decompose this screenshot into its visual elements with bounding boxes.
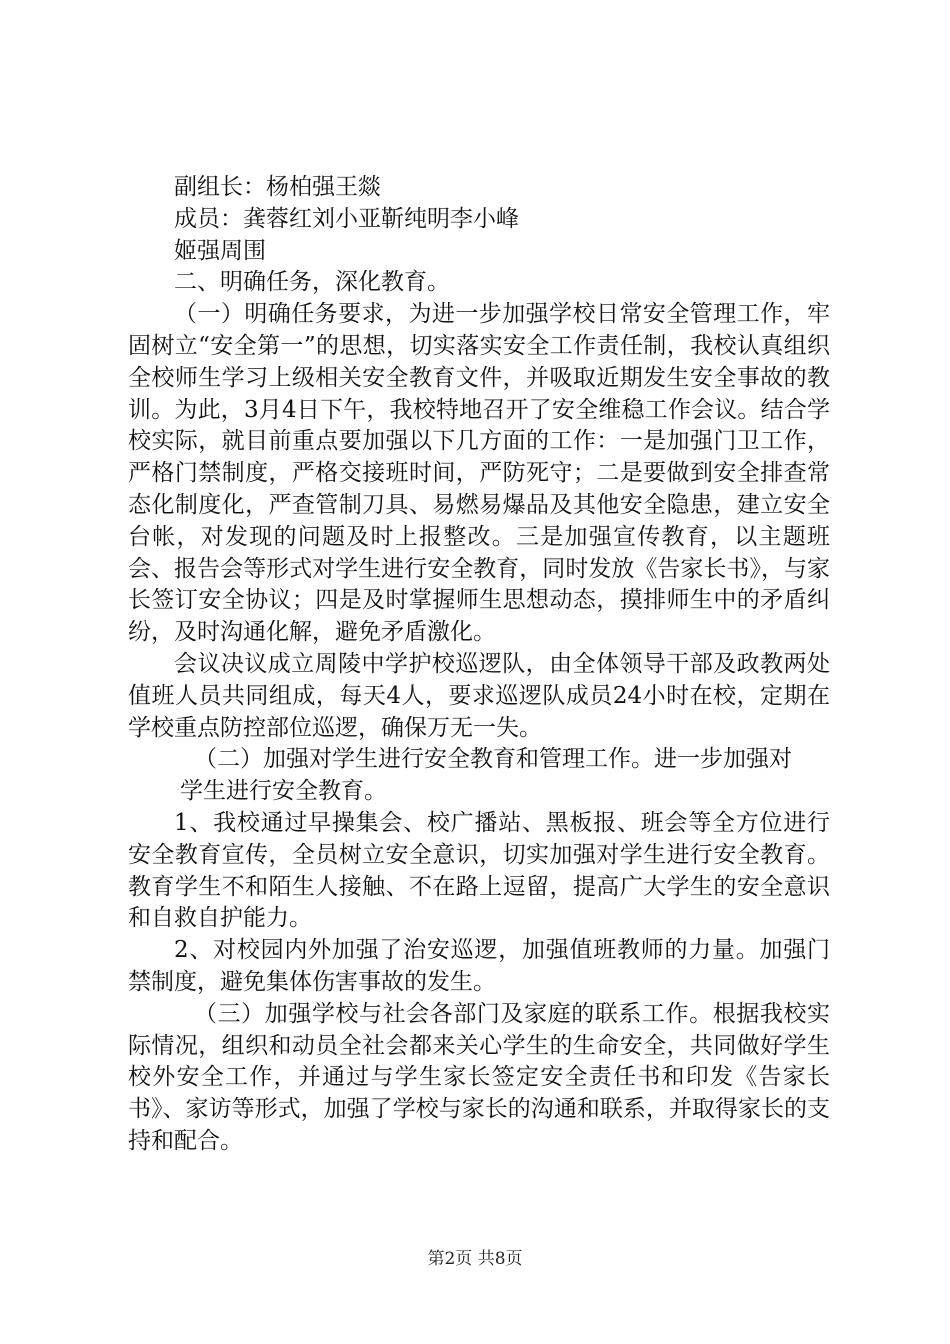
members-line-continued: 姬强周围 (174, 237, 266, 264)
page-number: 第2页 共8页 (427, 1249, 523, 1269)
paragraph-task-requirements: （一）明确任务要求，为进一步加强学校日常安全管理工作，牢固树立“安全第一”的思想，切实落实安全工作责任制，我校认真组织全校师生学习上级相关安全教育文件，并吸取近期发生安全事故的教训。为此，3月4日下午，我校特地召开了安全维稳工作会议。结合学校实际，就目前重点要加强以下几方面的工作：一是加强门卫工作，严格门禁制度，严格交接班时间，严防死守；二是要做到安全排查常态化制度化，严查管制刀具、易燃易爆品及其他安全隐患，建立安全台帐，对发现的问题及时上报整改。三是加强宣传教育，以主题班会、报告会等形式对学生进行安全教育，同时发放《告家长书》，与家长签订安全协议；四是及时掌握师生思想动态，摸排师生中的矛盾纠纷，及时沟通化解，避免矛盾激化。 (128, 301, 830, 646)
document-body (128, 172, 830, 1158)
paragraph-item-2: 2、对校园内外加强了治安巡逻，加强值班教师的力量。加强门禁制度，避免集体伤害事故的发生。 (128, 937, 830, 995)
paragraph-patrol-team: 会议决议成立周陵中学护校巡逻队，由全体领导干部及政教两处值班人员共同组成，每天4人，要求巡逻队成员24小时在校，定期在学校重点防控部位巡逻，确保万无一失。 (128, 650, 830, 741)
members-line: 成员：龚蓉红刘小亚靳纯明李小峰 (174, 205, 519, 232)
paragraph-item-1: 1、我校通过早操集会、校广播站、黑板报、班会等全方位进行安全教育宣传，全员树立安全意识，切实加强对学生进行安全教育。教育学生不和陌生人接触、不在路上逗留，提高广大学生的安全意识和自救自护能力。 (128, 809, 830, 932)
paragraph-safety-education-heading: （二）加强对学生进行安全教育和管理工作。进一步加强对 (194, 746, 792, 773)
paragraph-school-family-contact: （三）加强学校与社会各部门及家庭的联系工作。根据我校实际情况，组织和动员全社会都来关心学生的生命安全，共同做好学生校外安全工作，并通过与学生家长签定安全责任书和印发《告家长书》、家访等形式，加强了学校与家长的沟通和联系，并取得家长的支持和配合。 (128, 1000, 830, 1154)
paragraph-safety-education-continued: 学生进行安全教育。 (180, 778, 387, 805)
section-heading: 二、明确任务，深化教育。 (174, 269, 450, 296)
deputy-leader-line: 副组长：杨柏强王燚 (174, 174, 381, 200)
